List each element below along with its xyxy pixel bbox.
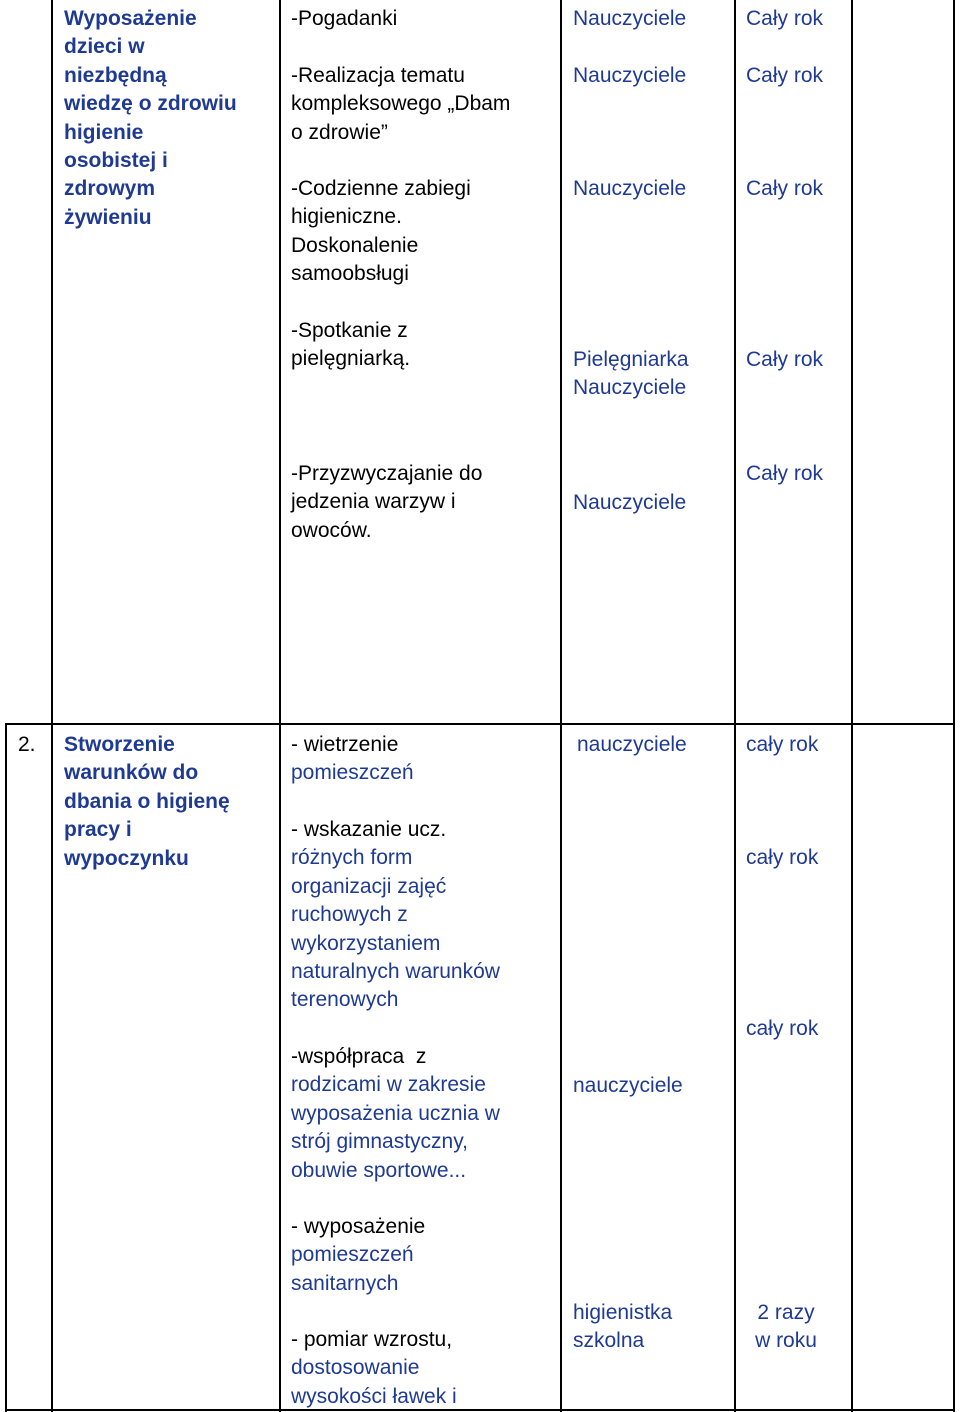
section2-goal xyxy=(64,731,230,873)
section1-goal-line: higienie xyxy=(64,120,144,144)
section1-responsible-5 xyxy=(573,489,686,517)
responsible-line: higienistka xyxy=(573,1301,673,1324)
section2-goal-line: warunków do xyxy=(64,761,199,785)
section1-activity-warzywa xyxy=(291,460,482,545)
section2-responsible-3 xyxy=(573,1299,672,1356)
responsible-line: Pielęgniarka xyxy=(573,348,689,371)
table-border-left-section1 xyxy=(51,0,53,725)
activity-line: - wskazanie ucz. xyxy=(291,818,447,841)
activity-line: wyposażenia ucznia w xyxy=(291,1101,500,1125)
activity-line: wysokości ławek i xyxy=(291,1384,457,1408)
section1-time-3: Cały rok xyxy=(746,177,824,200)
activity-line: pielęgniarką. xyxy=(291,347,411,371)
section2-goal-line: Stworzenie xyxy=(64,733,175,756)
section1-responsible-1 xyxy=(573,5,686,33)
column-divider-2 xyxy=(279,0,281,1412)
time-line: 2 razy xyxy=(757,1301,815,1324)
activity-line: - wyposażenie xyxy=(291,1215,426,1238)
activity-line: -Pogadanki xyxy=(291,7,398,30)
section1-time-2: Cały rok xyxy=(746,64,824,87)
activity-line: -Przyzwyczajanie do xyxy=(291,462,483,485)
activity-line: rodzicami w zakresie xyxy=(291,1073,486,1097)
section2-goal-line: dbania o higienę xyxy=(64,789,230,813)
activity-line: terenowych xyxy=(291,988,399,1012)
section1-activity-spotkanie xyxy=(291,317,410,374)
section2-time-2 xyxy=(746,844,818,872)
activity-line: - wietrzenie xyxy=(291,733,399,756)
responsible-line: Nauczyciele xyxy=(573,64,687,87)
activity-line: o zdrowie” xyxy=(291,120,388,144)
column-divider-3 xyxy=(560,0,562,1412)
activity-line: -Realizacja tematu xyxy=(291,64,465,87)
activity-line: wykorzystaniem xyxy=(291,931,441,955)
section1-responsible-4 xyxy=(573,346,689,403)
section2-goal-line: wypoczynku xyxy=(64,846,189,870)
table-border-bottom xyxy=(5,1409,955,1411)
responsible-line: nauczyciele xyxy=(577,733,687,756)
time-line: w roku xyxy=(755,1329,817,1353)
section2-activity-wspolpraca xyxy=(291,1043,500,1185)
activity-line: pomieszczeń xyxy=(291,1243,414,1267)
activity-line: sanitarnych xyxy=(291,1271,399,1295)
responsible-line: szkolna xyxy=(573,1329,645,1353)
section1-time-1: Cały rok xyxy=(746,7,824,30)
section1-activity-pogadanki xyxy=(291,5,397,33)
section2-time-4 xyxy=(736,1299,836,1356)
table-border-right xyxy=(953,0,955,1412)
section2-activity-wietrzenie xyxy=(291,731,414,788)
section2-goal-line: pracy i xyxy=(64,818,132,842)
activity-line: naturalnych warunków xyxy=(291,960,500,984)
activity-line: owoców. xyxy=(291,518,372,542)
responsible-line: Nauczyciele xyxy=(573,376,687,400)
section1-time-4: Cały rok xyxy=(746,348,824,371)
responsible-line: nauczyciele xyxy=(573,1074,683,1097)
section2-responsible-1 xyxy=(577,731,687,759)
activity-line: organizacji zajęć xyxy=(291,874,447,898)
activity-line: - pomiar wzrostu, xyxy=(291,1328,453,1351)
section1-goal-line: niezbędną xyxy=(64,63,167,87)
section1-goal-line: żywieniu xyxy=(64,205,152,229)
section1-goal xyxy=(64,5,237,232)
activity-line: ruchowych z xyxy=(291,903,408,927)
column-divider-5 xyxy=(851,0,853,1412)
activity-line: obuwie sportowe... xyxy=(291,1158,467,1182)
section1-activity-zabiegi xyxy=(291,175,471,289)
responsible-line: Nauczyciele xyxy=(573,7,687,30)
time-line: cały rok xyxy=(746,733,819,756)
section2-number: 2. xyxy=(18,733,36,756)
section1-goal-line: osobistej i xyxy=(64,149,168,173)
section1-responsible-2 xyxy=(573,62,686,90)
column-divider-4 xyxy=(734,0,736,1412)
section2-activity-pomiar xyxy=(291,1326,457,1411)
time-line: cały rok xyxy=(746,1017,819,1040)
table-border-left xyxy=(5,724,7,1412)
activity-line: -współpraca z xyxy=(291,1045,427,1068)
activity-line: -Codzienne zabiegi xyxy=(291,177,471,200)
section1-goal-line: zdrowym xyxy=(64,177,156,201)
section2-activity-wyposazenie xyxy=(291,1213,425,1298)
activity-line: różnych form xyxy=(291,846,413,870)
section1-time-5: Cały rok xyxy=(746,462,824,485)
section1-responsible-3 xyxy=(573,175,686,203)
section2-time-3 xyxy=(746,1015,818,1043)
activity-line: higieniczne. xyxy=(291,205,402,229)
activity-line: -Spotkanie z xyxy=(291,319,408,342)
activity-line: pomieszczeń xyxy=(291,761,414,785)
responsible-line: Nauczyciele xyxy=(573,491,687,514)
responsible-line: Nauczyciele xyxy=(573,177,687,200)
section2-responsible-2 xyxy=(573,1072,683,1100)
section1-goal-line: Wyposażenie xyxy=(64,7,197,30)
column-divider-1 xyxy=(51,724,53,1412)
section2-activity-formy xyxy=(291,816,500,1015)
section2-time-1 xyxy=(746,731,818,759)
section1-goal-line: wiedzę o zdrowiu xyxy=(64,92,237,116)
activity-line: Doskonalenie xyxy=(291,233,419,257)
activity-line: kompleksowego „Dbam xyxy=(291,92,511,116)
section1-goal-line: dzieci w xyxy=(64,35,145,59)
activity-line: dostosowanie xyxy=(291,1356,420,1380)
activity-line: samoobsługi xyxy=(291,262,409,286)
section1-activity-realizacja xyxy=(291,62,510,147)
row-divider xyxy=(5,723,955,725)
activity-line: jedzenia warzyw i xyxy=(291,490,456,514)
activity-line: strój gimnastyczny, xyxy=(291,1130,468,1154)
time-line: cały rok xyxy=(746,846,819,869)
